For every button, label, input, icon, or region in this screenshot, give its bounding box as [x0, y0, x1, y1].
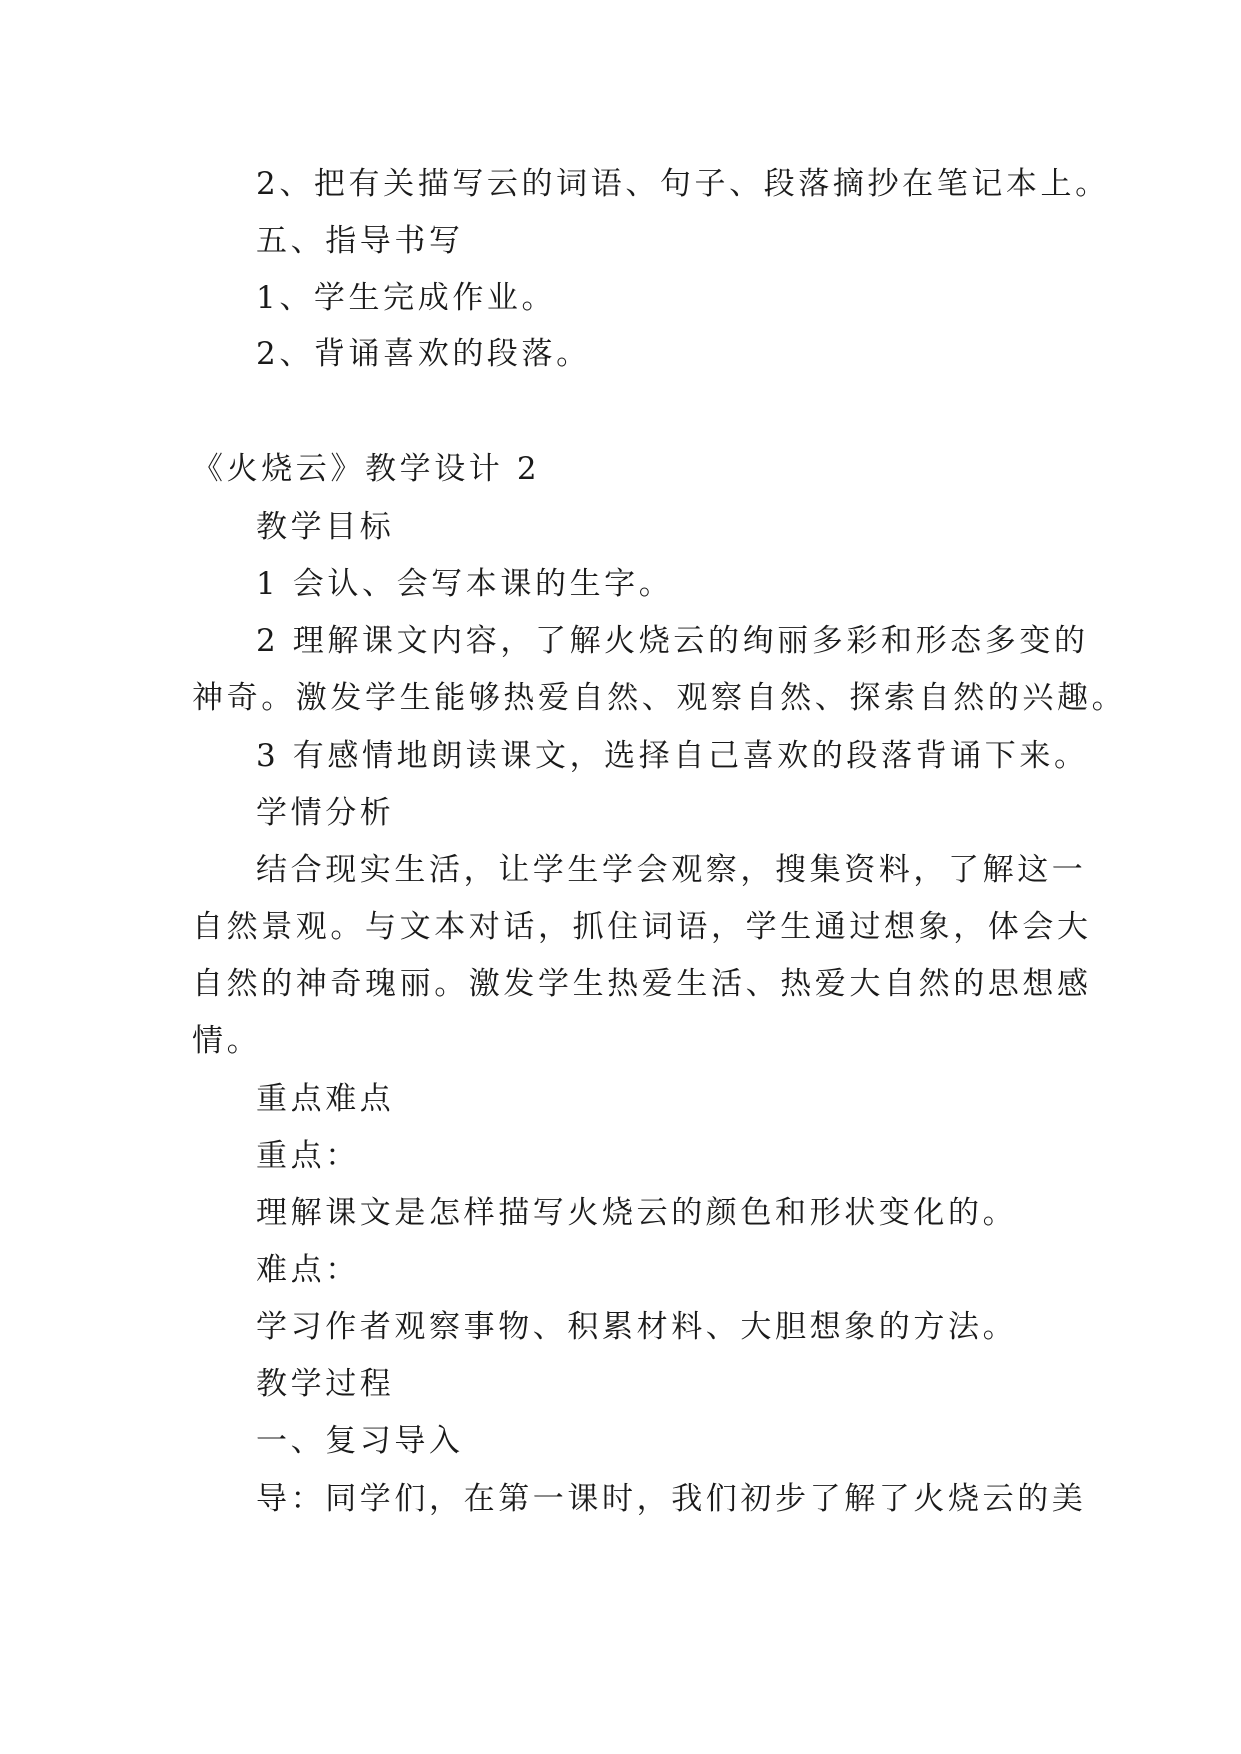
list-item: 1、学生完成作业。: [256, 280, 557, 316]
paragraph-line: 结合现实生活，让学生学会观察，搜集资料，了解这一: [256, 852, 1087, 888]
paragraph-line: 3 有感情地朗读课文，选择自己喜欢的段落背诵下来。: [256, 738, 1089, 774]
paragraph-line: 自然的神奇瑰丽。激发学生热爱生活、热爱大自然的思想感: [192, 966, 1092, 1002]
section-heading: 一、复习导入: [256, 1423, 464, 1459]
section-heading: 重点难点: [256, 1081, 395, 1117]
paragraph-line: 学习作者观察事物、积累材料、大胆想象的方法。: [256, 1309, 1018, 1345]
paragraph-line: 理解课文是怎样描写火烧云的颜色和形状变化的。: [256, 1195, 1018, 1231]
section-heading: 五、指导书写: [256, 223, 464, 259]
paragraph-line: 1 会认、会写本课的生字。: [256, 566, 674, 602]
label-text: 重点：: [256, 1138, 360, 1174]
paragraph-line: 神奇。激发学生能够热爱自然、观察自然、探索自然的兴趣。: [192, 680, 1127, 716]
section-heading: 教学过程: [256, 1366, 395, 1402]
paragraph-line: 2 理解课文内容，了解火烧云的绚丽多彩和形态多变的: [256, 623, 1089, 659]
label-text: 难点：: [256, 1252, 360, 1288]
section-heading: 学情分析: [256, 795, 395, 831]
list-item: 2、把有关描写云的词语、句子、段落摘抄在笔记本上。: [256, 166, 1110, 202]
paragraph-line: 情。: [192, 1023, 262, 1059]
paragraph-line: 自然景观。与文本对话，抓住词语，学生通过想象，体会大: [192, 909, 1092, 945]
paragraph-line: 导：同学们，在第一课时，我们初步了解了火烧云的美: [256, 1481, 1087, 1517]
document-title: 《火烧云》教学设计 2: [192, 451, 541, 487]
list-item: 2、背诵喜欢的段落。: [256, 336, 591, 372]
section-heading: 教学目标: [256, 509, 395, 545]
